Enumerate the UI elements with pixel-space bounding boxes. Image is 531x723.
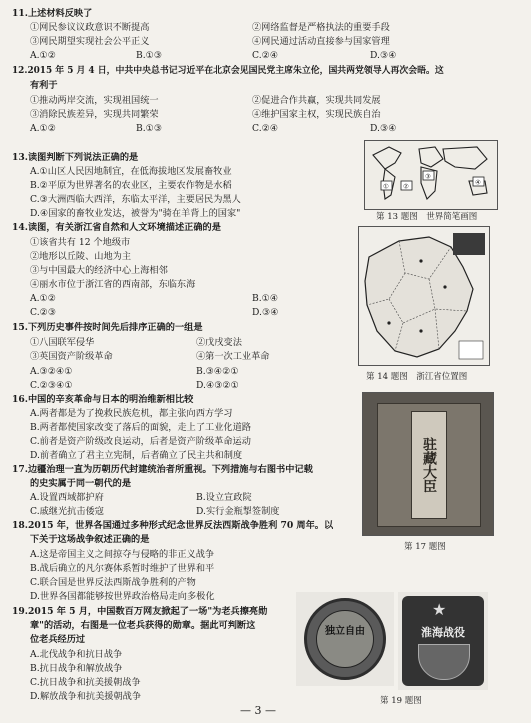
q19-stem-line3: 位老兵经历过 [30, 634, 86, 645]
q14-choice-d: D.③④ [252, 307, 279, 318]
q11-choice-c: C.②④ [252, 50, 279, 61]
q14-option-4: ④丽水市位于浙江省的西南部，东临东海 [30, 279, 196, 290]
q15-option-2: ②戊戌变法 [196, 337, 242, 348]
q14-choice-c: C.②③ [30, 307, 57, 318]
medal-photo-1 [296, 592, 394, 686]
medal-photo-2 [398, 592, 488, 690]
q15-stem: 15.下列历史事件按时间先后排序正确的一组是 [12, 322, 203, 333]
q13-figure-caption: 第 13 题图 世界简笔画图 [376, 212, 478, 222]
q14-choice-a: A.①② [30, 293, 57, 304]
q13-choice-a: A.①山区人民因地制宜，在低海拔地区发展畜牧业 [30, 166, 232, 177]
q17-choice-b: B.设立宣政院 [196, 492, 252, 503]
q19-figure-caption: 第 19 题图 [380, 696, 422, 706]
q12-option-3: ③消除民族差异，实现共同繁荣 [30, 109, 159, 120]
q16-choice-b: B.两者都使国家改变了落后的面貌，走上了工业化道路 [30, 422, 251, 433]
svg-text:④: ④ [475, 178, 481, 187]
q18-choice-a: A.这是帝国主义之间掠夺与侵略的非正义战争 [30, 549, 215, 560]
medal-1-inscription: 独立自由 [325, 626, 365, 637]
q17-choice-c: C.戚继光抗击倭寇 [30, 506, 104, 517]
q17-choice-a: A.设置西域都护府 [30, 492, 104, 503]
q18-stem-line2: 下关于这场战争叙述正确的是 [30, 534, 150, 545]
q15-option-3: ③英国资产阶级革命 [30, 351, 113, 362]
q14-stem: 14.读图，有关浙江省自然和人文环境描述正确的是 [12, 222, 221, 233]
book-cover-photo [362, 392, 494, 536]
q15-choice-d: D.④③②① [196, 380, 239, 391]
q13-choice-b: B.②平原为世界著名的农业区，主要农作物是水稻 [30, 180, 232, 191]
q11-option-4: ④网民通过活动直接参与国家管理 [252, 36, 390, 47]
q16-stem: 16.中国的辛亥革命与日本的明治维新相比较 [12, 394, 194, 405]
star-icon: ★ [432, 600, 447, 619]
q17-choice-d: D.实行金瓶掣签制度 [196, 506, 280, 517]
q11-choice-d: D.③④ [370, 50, 397, 61]
q19-choice-b: B.抗日战争和解放战争 [30, 663, 123, 674]
q12-option-4: ④维护国家主权，实现民族自治 [252, 109, 381, 120]
q12-choice-d: D.③④ [370, 123, 397, 134]
q12-stem-line1: 12.2015 年 5 月 4 日，中共中央总书记习近平在北京会见国民党主席朱立伦，国共两党领导人再次会晤。这 [12, 66, 444, 76]
q19-choice-a: A.北伐战争和抗日战争 [30, 649, 123, 660]
q16-choice-d: D.前者确立了君主立宪制，后者确立了民主共和制度 [30, 450, 243, 461]
q12-stem-line2: 有利于 [30, 80, 58, 91]
q19-stem-line1: 19.2015 年 5 月，中国数百万网友掀起了一场"为老兵擦亮勋 [12, 606, 268, 617]
world-sketch-map [364, 140, 498, 210]
zhejiang-location-map [358, 226, 490, 366]
q14-choice-b: B.①④ [252, 293, 279, 304]
q12-choice-a: A.①② [30, 123, 57, 134]
q13-choice-d: D.④国家的畜牧业发达，被誉为"骑在羊背上的国家" [30, 208, 241, 219]
q19-choice-c: C.抗日战争和抗美援朝战争 [30, 677, 141, 688]
q12-option-1: ①推动两岸交流，实现祖国统一 [30, 95, 159, 106]
book-title-label: 驻藏大臣 [411, 411, 447, 519]
q15-choice-c: C.②③④① [30, 380, 73, 391]
q12-choice-b: B.①③ [136, 123, 163, 134]
q14-option-1: ①该省共有 12 个地级市 [30, 237, 131, 248]
q16-choice-c: C.前者是资产阶级改良运动，后者是资产阶级革命运动 [30, 436, 251, 447]
medal-1-inner [316, 610, 374, 668]
q14-option-2: ②地形以丘陵、山地为主 [30, 251, 132, 262]
q11-option-3: ③网民期望实现社会公平正义 [30, 36, 150, 47]
q18-stem-line1: 18.2015 年，世界各国通过多种形式纪念世界反法西斯战争胜利 70 周年。以 [12, 520, 334, 531]
q15-option-1: ①八国联军侵华 [30, 337, 95, 348]
q14-figure-caption: 第 14 题图 浙江省位置图 [366, 372, 468, 382]
q14-option-3: ③与中国最大的经济中心上海相邻 [30, 265, 168, 276]
q12-choice-c: C.②④ [252, 123, 279, 134]
q17-stem-line1: 17.边疆治理一直为历朝历代封建统治者所重视。下列措施与右图书中记载 [12, 464, 313, 475]
svg-text:①: ① [383, 182, 389, 191]
q11-choice-b: B.①③ [136, 50, 163, 61]
q18-choice-b: B.战后确立的凡尔赛体系暂时维护了世界和平 [30, 563, 215, 574]
q17-figure-caption: 第 17 题图 [404, 542, 446, 552]
q16-choice-a: A.两者都是为了挽救民族危机，都主张向西方学习 [30, 408, 233, 419]
page-number: — 3 — [240, 704, 276, 717]
q15-option-4: ④第一次工业革命 [196, 351, 270, 362]
q11-option-2: ②网络监督是严格执法的重要手段 [252, 22, 390, 33]
q15-choice-b: B.③④②① [196, 366, 239, 377]
q19-stem-line2: 章"的活动，右图是一位老兵获得的勋章。据此可判断这 [30, 620, 256, 631]
svg-text:②: ② [403, 182, 409, 191]
q17-stem-line2: 的史实属于同一朝代的是 [30, 478, 132, 489]
q11-choice-a: A.①② [30, 50, 57, 61]
q18-choice-d: D.世界各国都能够按世界政治格局走向多极化 [30, 591, 215, 602]
medal-2-inscription: 淮海战役 [421, 626, 465, 639]
svg-text:③: ③ [425, 172, 431, 181]
q18-choice-c: C.联合国是世界反法西斯战争胜利的产物 [30, 577, 196, 588]
q12-option-2: ②促进合作共赢，实现共同发展 [252, 95, 381, 106]
q19-choice-d: D.解放战争和抗美援朝战争 [30, 691, 142, 702]
zhejiang-map-drawing [359, 227, 489, 365]
world-sketch-map-drawing [365, 141, 497, 209]
q11-stem: 11.上述材料反映了 [12, 8, 93, 19]
q15-choice-a: A.③②④① [30, 366, 73, 377]
q13-stem: 13.读图判断下列说法正确的是 [12, 152, 139, 163]
q13-choice-c: C.③大洲西临大西洋，东临太平洋，主要居民为黑人 [30, 194, 241, 205]
q11-option-1: ①网民参议议政意识不断提高 [30, 22, 150, 33]
